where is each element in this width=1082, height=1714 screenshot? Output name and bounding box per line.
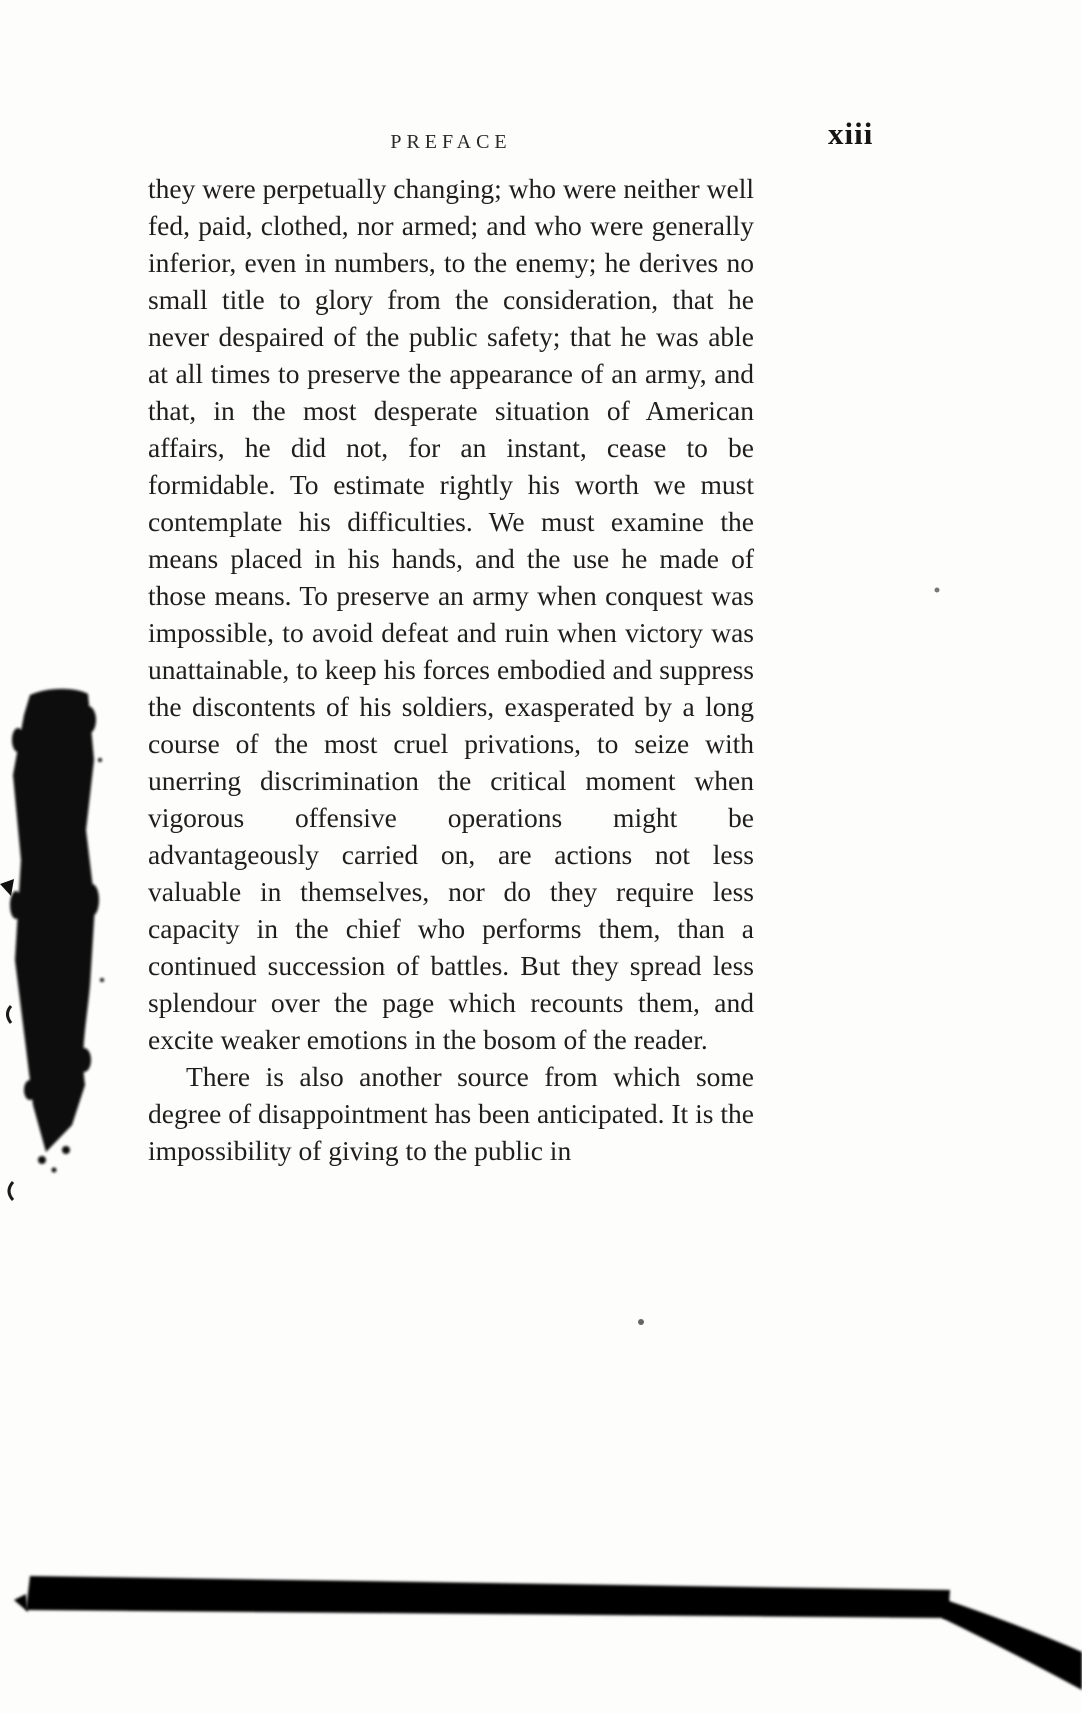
ink-smudge-artifact	[10, 689, 104, 1173]
paragraph: they were perpetually changing; who were neither well fed, paid, clothed, nor armed; and who were generally inferior, even in numbers, to the enemy; he derives no small title to glory from the consideration, that he never despaired of the public safety; that he was able at all times to preserve the appearance of an army, and that, in the most desperate situation of American affairs, he did not, for an instant, cease to be formidable. To estimate rightly his worth we must contemplate his difficulties. We must examine the means placed in his hands, and the use he made of those means. To preserve an army when conquest was impossible, to avoid defeat and ruin when victory was unattainable, to keep his forces embodied and suppress the discontents of his soldiers, exasperated by a long course of the most cruel privations, to seize with unerring discrimination the critical moment when vigorous offensive operations might be advantageously carried on, are actions not less valuable in themselves, nor do they require less capacity in the chief who performs them, than a continued succession of battles. But they spread less splendour over the page which recounts them, and excite weaker emotions in the bosom of the reader.	[148, 173, 754, 1055]
page-header: PREFACE	[390, 131, 512, 153]
paragraph: There is also another source from which some degree of disappointment has been anticipated. It is the impossibility of giving to the public in	[148, 1061, 754, 1166]
page-number: xiii	[828, 116, 874, 151]
page-speck	[638, 1319, 644, 1325]
page-speck	[935, 588, 940, 593]
left-margin-speck	[0, 879, 14, 896]
left-margin-speck	[9, 1182, 13, 1200]
left-margin-speck	[8, 1006, 12, 1023]
bottom-scan-bar-artifact	[14, 1576, 1082, 1690]
